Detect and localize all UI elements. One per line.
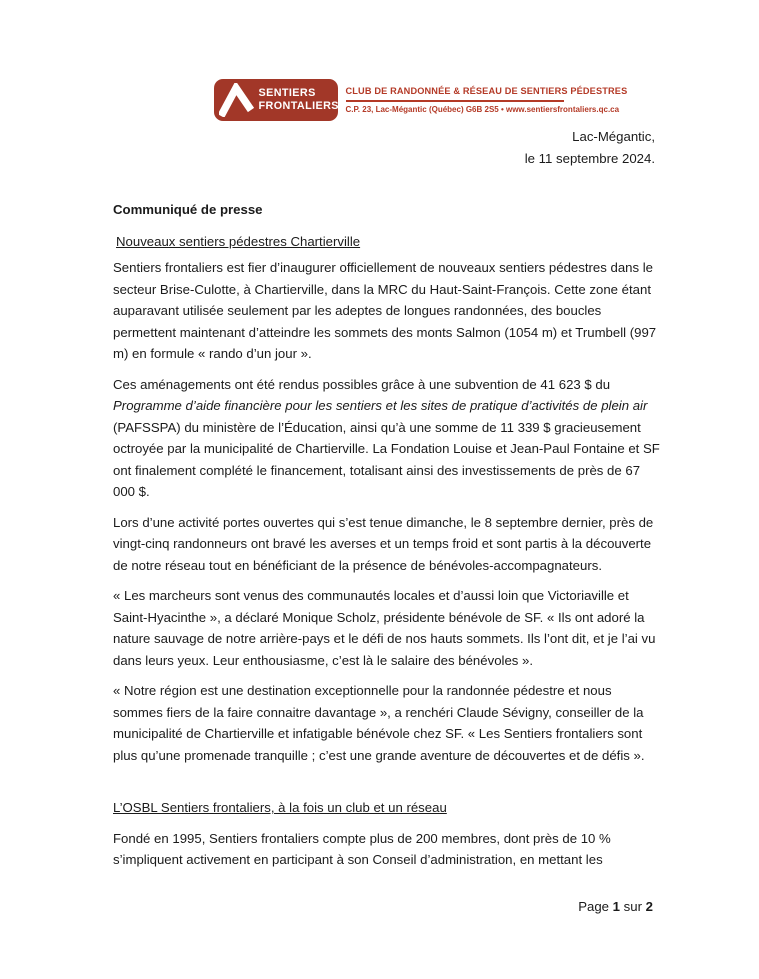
document-kicker: Communiqué de presse <box>113 202 263 217</box>
page-number-total: 2 <box>645 898 653 914</box>
paragraph-4: « Les marcheurs sont venus des communautés locales et d’aussi loin que Victoriaville et Saint-Hyacinthe », a déclaré Monique Scholz, présidente bénévole de SF. « Ils ont adoré la nature sauvage de notre arrière-pays et le défi de nos hauts sommets. Ils l’ont dit, et je l’ai vu dans leurs yeux. Leur enthousiasme, c’est là le salaire des bénévoles ». <box>113 588 656 668</box>
logo-name-line1: SENTIERS <box>258 87 316 99</box>
dateline-date: le 11 septembre 2024. <box>524 150 655 166</box>
document-body <box>113 199 661 871</box>
paragraph-2-before: Ces aménagements ont été rendus possibles grâce à une subvention de 41 623 $ du <box>113 376 611 392</box>
mountain-icon <box>219 83 257 117</box>
sentiers-frontaliers-logo <box>214 79 338 121</box>
paragraph-6: Fondé en 1995, Sentiers frontaliers compte plus de 200 membres, dont près de 10 % s’impliquent activement en participant à son Conseil d’administration, en mettant les <box>113 830 611 867</box>
dateline-city: Lac-Mégantic, <box>572 129 655 144</box>
logo-tagline-block <box>345 79 628 115</box>
paragraph-1: Sentiers frontaliers est fier d’inaugurer officiellement de nouveaux sentiers pédestres dans le secteur Brise-Culotte, à Chartierville, dans la MRC du Haut-Saint-François. Cette zone étant auparavant utilisée seulement par les adeptes de longues randonnées, des boucles permettent maintenant d’atteindre les sommets des monts Salmon (1054 m) et Trumbell (997 m) en formule « rando d’un jour ». <box>113 260 657 361</box>
logo-wordmark <box>259 87 339 113</box>
letterhead <box>18 0 759 121</box>
paragraph-2-after: (PAFSSPA) du ministère de l’Éducation, ainsi qu’à une somme de 11 339 $ gracieusement octroyée par la municipalité de Chartierville. La Fondation Louise et Jean-Paul Fontaine et SF ont finalement complété le financement, totalisant ainsi des investissements de près de 67 000 $. <box>113 419 660 499</box>
page-number-prefix: Page <box>578 898 613 914</box>
dateline <box>113 126 655 169</box>
section-heading: L’OSBL Sentiers frontaliers, à la fois un club et un réseau <box>113 800 447 815</box>
paragraph-2-program-name: Programme d’aide financière pour les sentiers et les sites de pratique d’activités de plein air <box>113 398 648 413</box>
page-number-separator: sur <box>620 898 646 914</box>
page-number-current: 1 <box>612 898 620 914</box>
document-title: Nouveaux sentiers pédestres Chartierville <box>116 233 361 249</box>
paragraph-3: Lors d’une activité portes ouvertes qui s’est tenue dimanche, le 8 septembre dernier, près de vingt-cinq randonneurs ont bravé les averses et un temps froid et sont partis à la découverte de notre réseau tout en bénéficiant de la présence de bénévoles-accompagnateurs. <box>113 514 654 573</box>
logo-name-line2: FRONTALIERS <box>258 100 339 112</box>
logo-address: C.P. 23, Lac-Mégantic (Québec) G6B 2S5 • www.sentiersfrontaliers.qc.ca <box>345 105 620 114</box>
paragraph-5: « Notre région est une destination exceptionnelle pour la randonnée pédestre et nous sommes fiers de la faire connaitre davantage », a renchéri Claude Sévigny, conseiller de la municipalité de Chartierville et infatigable bénévole chez SF. « Les Sentiers frontaliers sont plus qu’une promenade tranquille ; c’est une grande aventure de découvertes et de défis ». <box>113 683 645 763</box>
paragraph-2 <box>113 374 661 503</box>
page-number <box>578 896 653 918</box>
logo-tagline: CLUB DE RANDONNÉE & RÉSEAU DE SENTIERS PÉDESTRES <box>346 86 564 102</box>
